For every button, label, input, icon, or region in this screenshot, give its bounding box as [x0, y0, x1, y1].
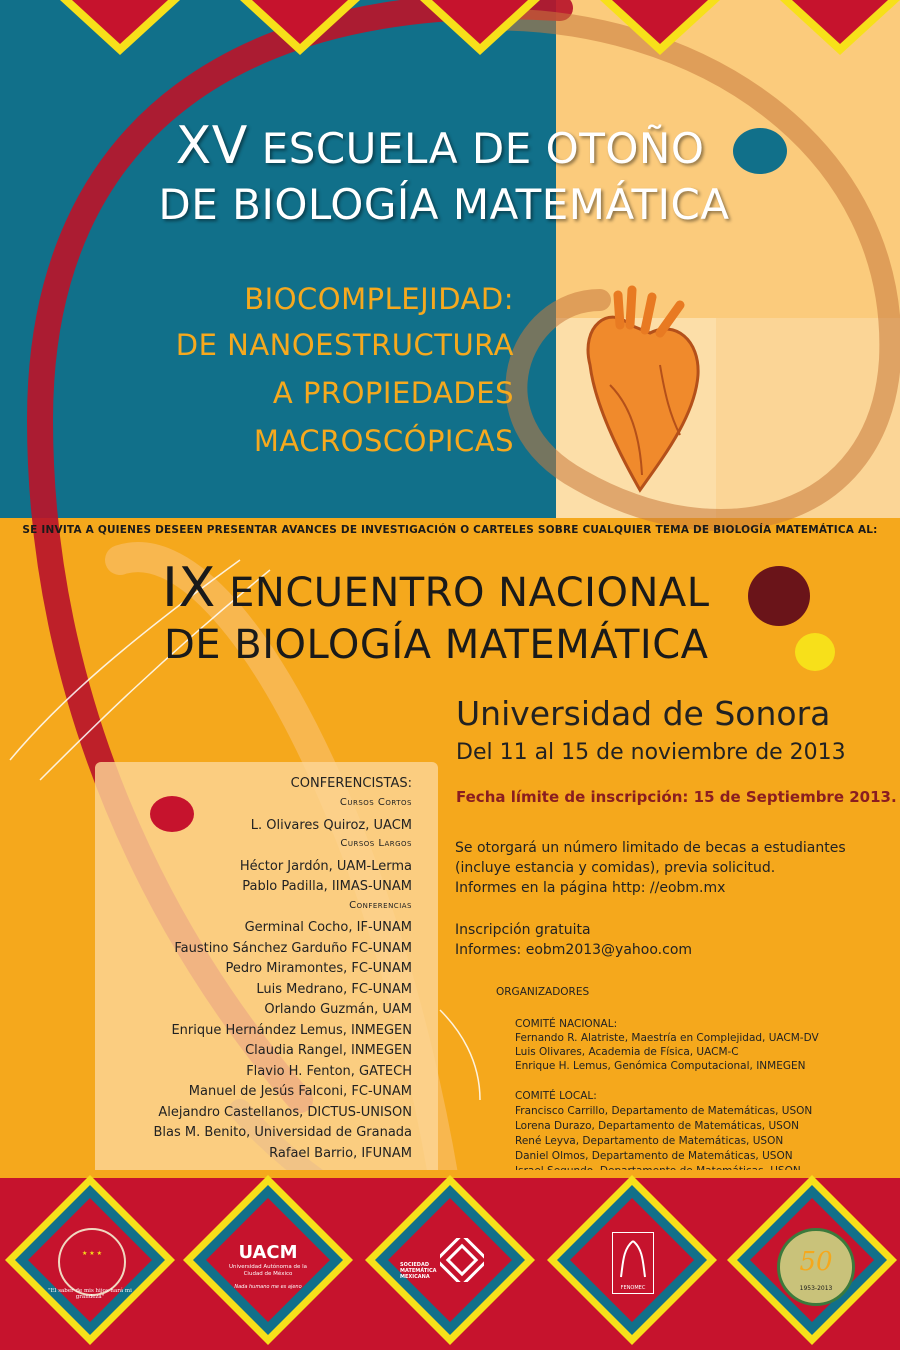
- encuentro-title-line1: [162, 556, 710, 619]
- encuentro-roman: IX: [162, 556, 216, 619]
- uson-logo: [58, 1228, 126, 1296]
- school-title-line2: DE BIOLOGÍA MATEMÁTICA: [158, 180, 730, 229]
- comite-local-member: Daniel Olmos, Departamento de Matemáticas, USON: [515, 1150, 793, 1162]
- fenomec-label: FENOMEC: [620, 1285, 646, 1291]
- uson-motto: "El saber de mis hijos hará mi grandeza": [48, 1288, 132, 1300]
- title-line1-text: ESCUELA DE OTOÑO: [261, 124, 705, 173]
- speaker-name: Blas M. Benito, Universidad de Granada: [153, 1125, 412, 1140]
- anniversary-years: 1953-2013: [799, 1285, 833, 1292]
- speaker-name: Pablo Padilla, IIMAS-UNAM: [242, 879, 412, 894]
- comite-nacional-member: Fernando R. Alatriste, Maestría en Complejidad, UACM-DV: [515, 1032, 819, 1044]
- yellow-dot: [795, 633, 835, 671]
- uson-seal-icon: ★ ★ ★: [82, 1250, 102, 1257]
- maroon-dot: [748, 566, 810, 626]
- uacm-logo-name: UACM: [238, 1242, 298, 1263]
- speakers-category: Conferencias: [349, 899, 412, 911]
- comite-nacional-heading: COMITÉ NACIONAL:: [515, 1018, 618, 1030]
- university-name: Universidad de Sonora: [456, 694, 831, 733]
- subtitle-line2: DE NANOESTRUCTURA: [175, 328, 514, 362]
- uacm-logo-subtitle: Universidad Autónoma de la Ciudad de México: [228, 1264, 308, 1277]
- invitation-text: SE INVITA A QUIENES DESEEN PRESENTAR AVANCES DE INVESTIGACIÓN O CARTELES SOBRE CUALQUIER TEMA DE BIOLOGÍA MATEMÁTICA AL:: [22, 524, 878, 536]
- speaker-name: Rafael Barrio, IFUNAM: [269, 1145, 412, 1161]
- smm-logo-text: SOCIEDAD MATEMÁTICA MEXICANA: [400, 1262, 437, 1280]
- speaker-name: Enrique Hernández Lemus, INMEGEN: [171, 1022, 412, 1038]
- comite-local-member: Lorena Durazo, Departamento de Matemáticas, USON: [515, 1120, 799, 1132]
- speakers-category: Cursos Largos: [340, 838, 412, 849]
- speaker-name: Flavio H. Fenton, GATECH: [246, 1063, 412, 1079]
- encuentro-line1-text: ENCUENTRO NACIONAL: [229, 570, 710, 616]
- speaker-name: Claudia Rangel, INMEGEN: [245, 1043, 412, 1058]
- speaker-name: Alejandro Castellanos, DICTUS-UNISON: [158, 1104, 412, 1120]
- inscripcion-line2[interactable]: Informes: eobm2013@yahoo.com: [455, 942, 693, 958]
- comite-local-member: René Leyva, Departamento de Matemáticas, USON: [515, 1135, 784, 1147]
- comite-nacional-member: Luis Olivares, Academia de Física, UACM-C: [515, 1046, 739, 1058]
- school-title-line1: [0, 116, 880, 176]
- anniversary-logo: [777, 1228, 855, 1306]
- speakers-category: Cursos Cortos: [339, 797, 412, 808]
- speaker-name: Luis Medrano, FC-UNAM: [256, 981, 412, 997]
- speaker-name: Manuel de Jesús Falconi, FC-UNAM: [188, 1084, 412, 1099]
- heart-icon: [570, 285, 710, 500]
- speaker-name: L. Olivares Quiroz, UACM: [250, 817, 412, 833]
- becas-line2: (incluye estancia y comidas), previa solicitud.: [455, 860, 776, 876]
- becas-line1: Se otorgará un número limitado de becas a estudiantes: [455, 840, 846, 856]
- subtitle-line3: A PROPIEDADES: [272, 376, 514, 410]
- smm-logo-icon: [440, 1238, 484, 1282]
- encuentro-title-line2: DE BIOLOGÍA MATEMÁTICA: [164, 622, 709, 668]
- subtitle-line4: MACROSCÓPICAS: [253, 424, 514, 458]
- fenomec-logo: [612, 1232, 654, 1294]
- deadline-text: Fecha límite de inscripción: 15 de Septiembre 2013.: [456, 788, 897, 806]
- top-border: [0, 0, 900, 60]
- anniversary-number: 50: [799, 1247, 833, 1277]
- red-dot: [150, 796, 194, 832]
- speaker-name: Héctor Jardón, UAM-Lerma: [239, 858, 412, 874]
- title-roman: XV: [175, 116, 248, 176]
- comite-local-heading: COMITÉ LOCAL:: [515, 1090, 597, 1102]
- speaker-name: Faustino Sánchez Garduño FC-UNAM: [174, 940, 412, 956]
- speaker-name: Pedro Miramontes, FC-UNAM: [225, 961, 412, 976]
- comite-nacional-member: Enrique H. Lemus, Genómica Computacional, INMEGEN: [515, 1060, 806, 1072]
- becas-line3[interactable]: Informes en la página http: //eobm.mx: [455, 880, 726, 896]
- inscripcion-line1: Inscripción gratuita: [455, 922, 591, 938]
- speaker-name: Orlando Guzmán, UAM: [264, 1002, 412, 1017]
- top-triangles: [0, 0, 900, 55]
- subtitle-line1: BIOCOMPLEJIDAD:: [244, 282, 514, 316]
- uacm-motto: Nada humano me es ajeno: [234, 1284, 302, 1290]
- speaker-name: Germinal Cocho, IF-UNAM: [244, 920, 412, 935]
- fenomec-ribbon-icon: [613, 1233, 653, 1281]
- speakers-heading: CONFERENCISTAS:: [290, 776, 412, 791]
- event-dates: Del 11 al 15 de noviembre de 2013: [456, 740, 846, 765]
- comite-local-member: Francisco Carrillo, Departamento de Matemáticas, USON: [515, 1105, 813, 1117]
- organizers-heading: ORGANIZADORES: [496, 986, 590, 998]
